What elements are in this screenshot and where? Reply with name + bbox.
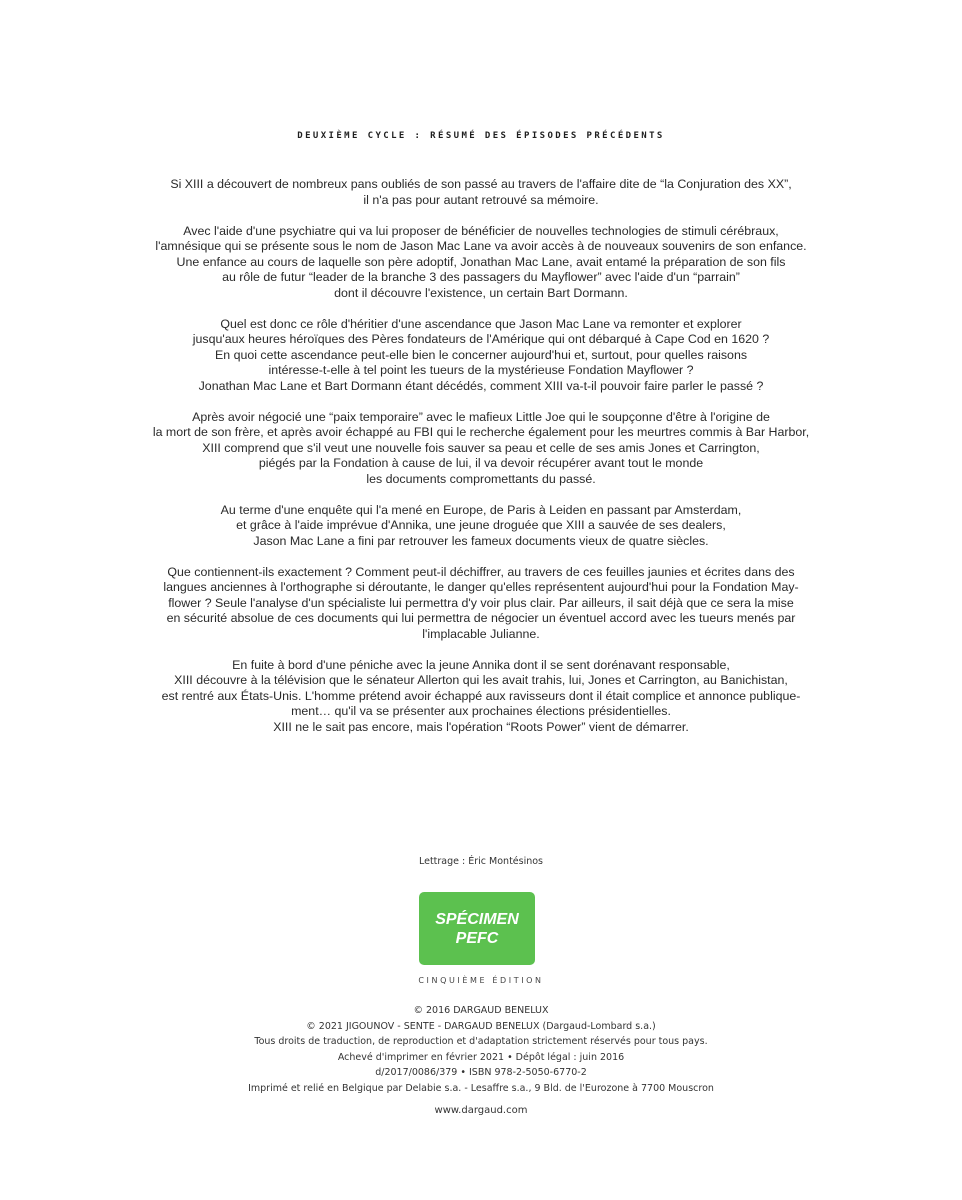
badge-line-1: SPÉCIMEN bbox=[435, 910, 519, 928]
summary-line: jusqu'aux heures héroïques des Pères fondateurs de l'Amérique qui ont débarqué à Cape Cod en 1620 ? bbox=[192, 332, 770, 346]
summary-line: piégés par la Fondation à cause de lui, il va devoir récupérer avant tout le monde bbox=[258, 456, 704, 470]
episode-summary bbox=[60, 177, 902, 751]
summary-line: Quel est donc ce rôle d'héritier d'une ascendance que Jason Mac Lane va remonter et explorer bbox=[220, 316, 742, 331]
copyright-line: Imprimé et relié en Belgique par Delabie s.a. - Lesaffre s.a., 9 Bld. de l'Eurozone à 7700 Mouscron bbox=[248, 1082, 714, 1094]
summary-line: Si XIII a découvert de nombreux pans oubliés de son passé au travers de l'affaire dite de “la Conjuration des XX”, bbox=[170, 177, 792, 191]
summary-line: XIII découvre à la télévision que le sénateur Allerton qui les avait trahis, lui, Jones et Carrington, au Banichistan, bbox=[174, 673, 788, 687]
copyright-line: d/2017/0086/379 • ISBN 978-2-5050-6770-2 bbox=[375, 1067, 587, 1078]
summary-line: En quoi cette ascendance peut-elle bien le concerner aujourd'hui et, surtout, pour quelles raisons bbox=[214, 347, 748, 362]
summary-paragraph bbox=[60, 565, 902, 643]
summary-line: Au terme d'une enquête qui l'a mené en Europe, de Paris à Leiden en passant par Amsterdam, bbox=[220, 502, 742, 517]
summary-line: Que contiennent-ils exactement ? Comment peut-il déchiffrer, au travers de ces feuilles jaunies et écrites dans des bbox=[167, 564, 795, 579]
lettering-credit: Lettrage : Éric Montésinos bbox=[418, 856, 544, 867]
summary-line: XIII ne le sait pas encore, mais l'opération “Roots Power” vient de démarrer. bbox=[273, 719, 689, 734]
summary-heading: DEUXIÈME CYCLE : RÉSUMÉ DES ÉPISODES PRÉCÉDENTS bbox=[297, 131, 665, 141]
summary-line: l'implacable Julianne. bbox=[422, 626, 540, 641]
summary-line: au rôle de futur “leader de la branche 3 des passagers du Mayflower” avec l'aide d'un “parrain” bbox=[222, 270, 740, 284]
badge-line-2: PEFC bbox=[455, 929, 499, 947]
summary-paragraph bbox=[60, 658, 902, 736]
summary-line: Jason Mac Lane a fini par retrouver les fameux documents vieux de quatre siècles. bbox=[253, 533, 709, 548]
summary-line: l'amnésique qui se présente sous le nom de Jason Mac Lane va avoir accès à de nouveaux souvenirs de son enfance. bbox=[155, 239, 807, 253]
website-link[interactable]: www.dargaud.com bbox=[434, 1105, 528, 1116]
summary-line: intéresse-t-elle à tel point les tueurs de la mystérieuse Fondation Mayflower ? bbox=[268, 363, 694, 377]
summary-line: dont il découvre l'existence, un certain Bart Dormann. bbox=[334, 285, 628, 300]
pefc-specimen-badge bbox=[419, 892, 535, 965]
summary-paragraph bbox=[60, 503, 902, 550]
summary-line: XIII comprend que s'il veut une nouvelle fois sauver sa peau et celle de ses amis Jones et Carrington, bbox=[202, 440, 760, 455]
summary-line: langues anciennes à l'orthographe si déroutante, le danger qu'elles représentent aujourd'hui pour la Fondation May- bbox=[163, 580, 799, 594]
summary-line: la mort de son frère, et après avoir échappé au FBI qui le recherche également pour les meurtres commis à Bar Harbor, bbox=[152, 425, 810, 439]
summary-paragraph bbox=[60, 177, 902, 208]
summary-line: En fuite à bord d'une péniche avec la jeune Annika dont il se sent dorénavant responsable, bbox=[232, 657, 730, 672]
copyright-line: Tous droits de traduction, de reproduction et d'adaptation strictement réservés pour tous pays. bbox=[254, 1036, 708, 1047]
summary-line: est rentré aux États-Unis. L'homme prétend avoir échappé aux ravisseurs dont il était complice et annonce publique- bbox=[161, 688, 801, 703]
copyright-block bbox=[0, 1003, 962, 1096]
edition-label: CINQUIÈME ÉDITION bbox=[418, 976, 544, 985]
copyright-line: © 2016 DARGAUD BENELUX bbox=[413, 1005, 549, 1016]
copyright-line: Achevé d'imprimer en février 2021 • Dépôt légal : juin 2016 bbox=[337, 1051, 625, 1063]
summary-line: en sécurité absolue de ces documents qui lui permettra de négocier un éventuel accord avec les tueurs menés par bbox=[166, 611, 796, 625]
summary-line: les documents compromettants du passé. bbox=[366, 471, 596, 486]
summary-line: flower ? Seule l'analyse d'un spécialiste lui permettra d'y voir plus clair. Par ailleurs, il sait déjà que ce sera la mise bbox=[168, 595, 794, 610]
summary-paragraph bbox=[60, 317, 902, 395]
summary-paragraph bbox=[60, 410, 902, 488]
summary-line: Une enfance au cours de laquelle son père adoptif, Jonathan Mac Lane, avait entamé la préparation de son fils bbox=[176, 254, 786, 269]
summary-line: ment… qu'il va se présenter aux prochaines élections présidentielles. bbox=[291, 704, 671, 718]
copyright-line: © 2021 JIGOUNOV - SENTE - DARGAUD BENELUX (Dargaud-Lombard s.a.) bbox=[306, 1020, 656, 1032]
summary-line: il n'a pas pour autant retrouvé sa mémoire. bbox=[363, 192, 599, 207]
summary-paragraph bbox=[60, 224, 902, 302]
summary-line: et grâce à l'aide imprévue d'Annika, une jeune droguée que XIII a sauvée de ses dealers, bbox=[236, 518, 726, 532]
summary-line: Après avoir négocié une “paix temporaire” avec le mafieux Little Joe qui le soupçonne d'être à l'origine de bbox=[192, 409, 770, 424]
summary-line: Avec l'aide d'une psychiatre qui va lui proposer de bénéficier de nouvelles technologies de stimuli cérébraux, bbox=[183, 223, 779, 238]
summary-line: Jonathan Mac Lane et Bart Dormann étant décédés, comment XIII va-t-il pouvoir faire parler le passé ? bbox=[198, 378, 764, 393]
